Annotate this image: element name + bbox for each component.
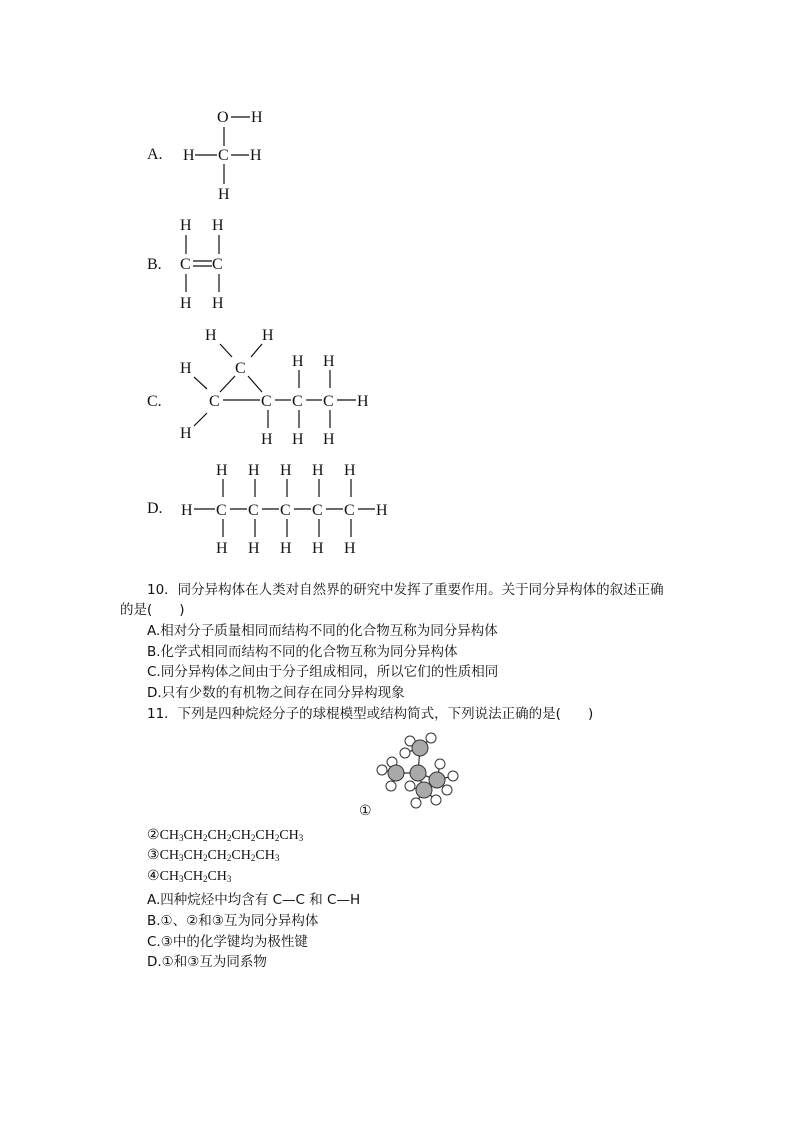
atom: H (357, 393, 369, 410)
formula-group: CH (231, 828, 251, 843)
subscript: 3 (298, 833, 304, 843)
q10-option-d: D.只有少数的有机物之间存在同分异构现象 (147, 685, 405, 701)
formula-3 (147, 847, 279, 864)
formula-group: CH (183, 848, 203, 863)
c-atom (412, 740, 428, 756)
atom: C (218, 147, 229, 164)
c-atom (388, 765, 404, 781)
h-atom (431, 795, 441, 805)
atom: H (262, 327, 274, 344)
atom: H (212, 217, 224, 234)
atom: H (216, 462, 228, 479)
subscript: 3 (179, 874, 184, 884)
atom: H (180, 295, 192, 312)
subscript: 2 (274, 833, 280, 843)
atom: O (217, 109, 229, 126)
formula-group: CH (207, 848, 227, 863)
h-atom (377, 765, 387, 775)
atom: C (344, 502, 355, 519)
option-d-label: D. (147, 500, 163, 517)
formula-group: CH (159, 828, 180, 843)
formula-2 (147, 827, 303, 844)
h-atom (448, 771, 458, 781)
formula-number: ④ (147, 869, 160, 884)
formula-group: CH (159, 848, 180, 863)
atom: H (250, 147, 262, 164)
structure-d-pentane (175, 455, 400, 560)
formula-group: CH (207, 869, 227, 884)
atom: H (218, 186, 230, 203)
formula-number: ③ (147, 848, 160, 863)
h-atom (400, 748, 410, 758)
atom: H (261, 431, 273, 448)
q11-option-b: B.①、②和③互为同分异构体 (147, 913, 319, 929)
atom: H (248, 540, 260, 557)
formula-group: CH (159, 869, 180, 884)
atom: C (292, 393, 303, 410)
atom: C (209, 393, 220, 410)
option-a-label: A. (147, 146, 163, 163)
formula-group: CH (207, 828, 227, 843)
h-atom (411, 798, 421, 808)
subscript: 2 (226, 853, 232, 863)
formula-group: CH (183, 828, 203, 843)
atom: H (280, 462, 292, 479)
atom: H (323, 431, 335, 448)
formula-number: ② (147, 828, 160, 843)
structure-b-ethylene (175, 212, 245, 314)
figure-label-1: ① (359, 804, 372, 819)
atom: C (216, 502, 227, 519)
option-b-label: B. (147, 256, 162, 273)
ball-and-stick-model (370, 728, 465, 810)
h-atom (442, 785, 452, 795)
q10-stem-line1: 10．同分异构体在人类对自然界的研究中发挥了重要作用。关于同分异构体的叙述正确 (147, 582, 664, 598)
atom: H (180, 217, 192, 234)
atom: H (292, 353, 304, 370)
subscript: 2 (250, 833, 256, 843)
atom: C (323, 393, 334, 410)
formula-group: CH (231, 848, 251, 863)
q11-option-a: A.四种烷烃中均含有 C—C 和 C—H (147, 892, 361, 908)
q11-stem: 11．下列是四种烷烃分子的球棍模型或结构简式，下列说法正确的是( ) (147, 706, 594, 722)
atom: H (312, 540, 324, 557)
h-atom (426, 733, 436, 743)
atom: H (212, 295, 224, 312)
atom: H (344, 462, 356, 479)
atom: C (248, 502, 259, 519)
atom: H (180, 360, 192, 377)
option-c-label: C. (147, 393, 162, 410)
atom: C (235, 360, 246, 377)
subscript: 3 (226, 874, 232, 884)
atom: H (248, 462, 260, 479)
atom: H (183, 147, 195, 164)
formula-4 (147, 868, 231, 885)
atom: H (181, 502, 193, 519)
c-atom (410, 765, 426, 781)
formula-group: CH (255, 848, 275, 863)
atom: H (312, 462, 324, 479)
q10-stem-line2: 的是( ) (120, 602, 185, 618)
q10-option-c: C.同分异构体之间由于分子组成相同，所以它们的性质相同 (147, 664, 499, 680)
atom: H (323, 353, 335, 370)
subscript: 3 (274, 853, 280, 863)
h-atom (435, 759, 445, 769)
q10-option-a: A.相对分子质量相同而结构不同的化合物互称为同分异构体 (147, 623, 498, 639)
atom: H (251, 109, 263, 126)
atom: H (280, 540, 292, 557)
atom: C (280, 502, 291, 519)
subscript: 2 (226, 833, 232, 843)
c-atom (429, 772, 445, 788)
h-atom (405, 781, 415, 791)
q11-option-c: C.③中的化学键均为极性键 (147, 934, 308, 950)
subscript: 3 (179, 833, 184, 843)
atom: H (344, 540, 356, 557)
atom: H (180, 425, 192, 442)
q11-option-d: D.①和③互为同系物 (147, 954, 267, 970)
formula-group: CH (255, 828, 275, 843)
atom: C (261, 393, 272, 410)
formula-group: CH (183, 869, 203, 884)
atom: H (205, 327, 217, 344)
structure-a-methanol (175, 100, 275, 210)
subscript: 2 (202, 833, 208, 843)
subscript: 2 (202, 853, 208, 863)
atom: H (376, 502, 388, 519)
h-atom (386, 781, 396, 791)
formula-group: CH (279, 828, 299, 843)
atom: C (312, 502, 323, 519)
subscript: 3 (179, 853, 184, 863)
atom: C (212, 256, 223, 273)
c-atom (416, 782, 432, 798)
q10-option-b: B.化学式相同而结构不同的化合物互称为同分异构体 (147, 644, 458, 660)
subscript: 2 (250, 853, 256, 863)
atom: H (292, 431, 304, 448)
atom: C (180, 256, 191, 273)
atom: H (216, 540, 228, 557)
subscript: 2 (202, 874, 208, 884)
structure-c-ring (175, 322, 385, 450)
